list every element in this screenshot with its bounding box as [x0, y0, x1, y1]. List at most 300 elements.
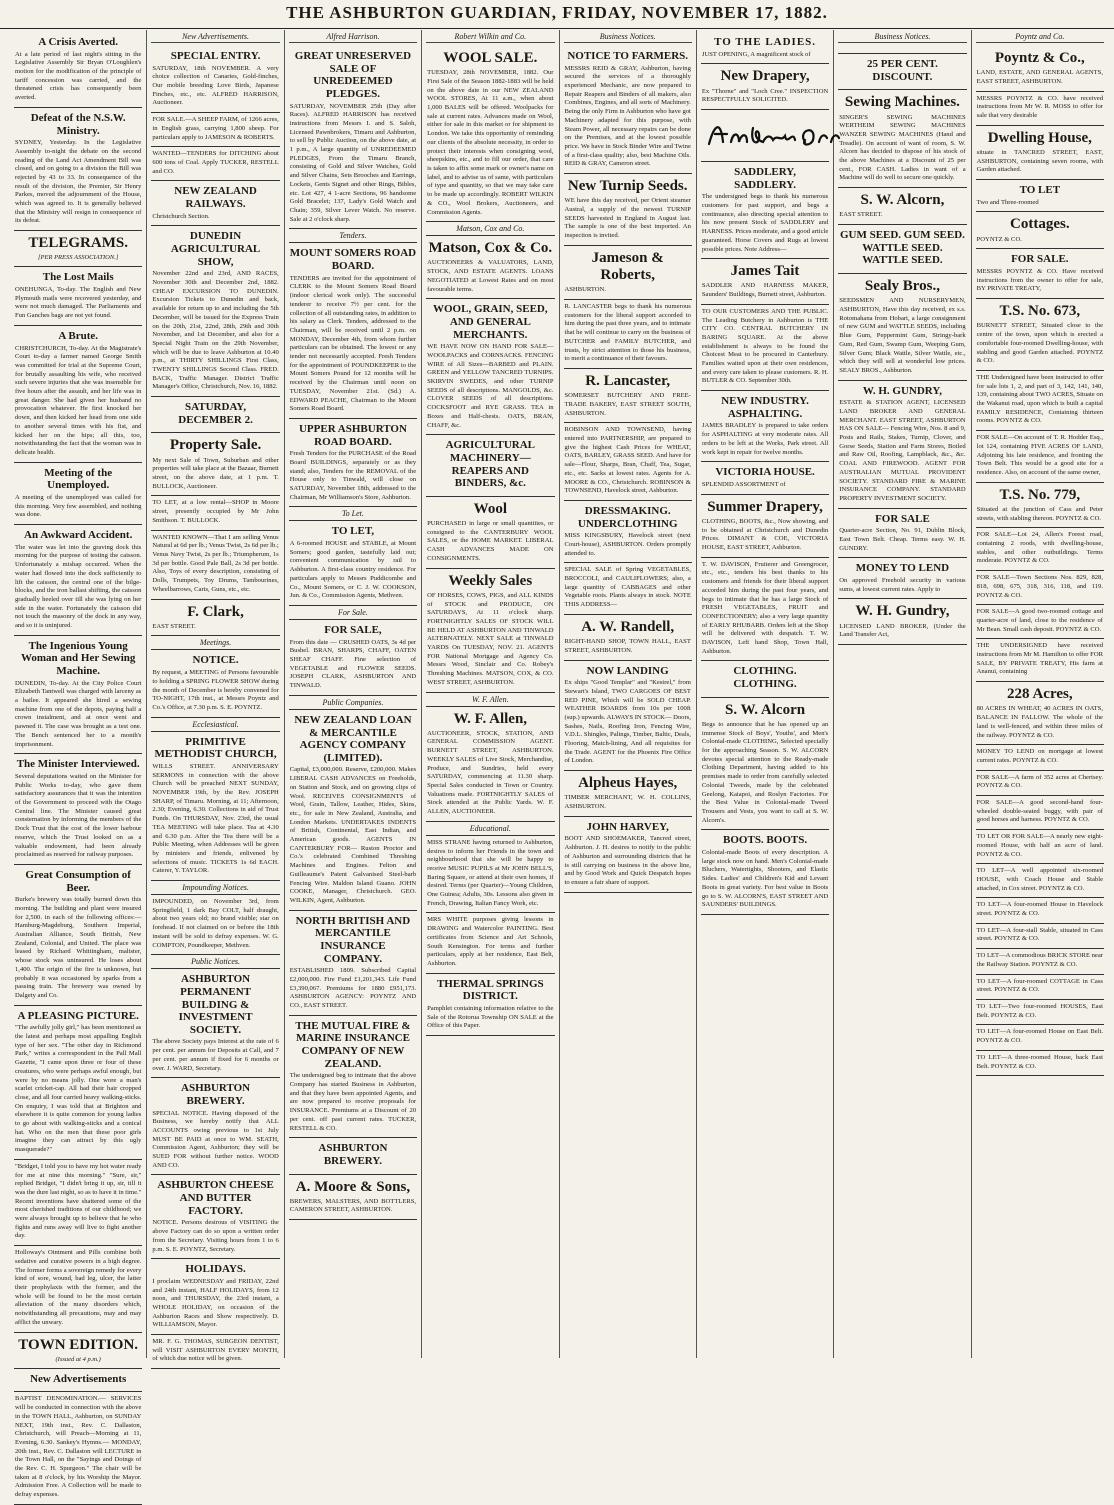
advertisement: [151, 147, 279, 181]
advertisement: [976, 605, 1104, 639]
ad-body: November 22nd and 23rd, AND RACES, November 30th and December 2nd, 1882. CHEAP EXCURSION TO DUNEDIN. Excursion Tickets to Dunedin and back, available for return up to and including the 5th December, will be issued for the Express Train on the 20th, 21st, 22nd, 28th, 29th and 30th November, and 1st December, and also for a Special Night Train on the 29th November, which will be due to leave Ashburton at 10.40 p.m., at THIRTY SHILLINGS First Class, TWENTY SHILLINGS Second Class. FRED. BACK, Traffic Manager. District Traffic Manager's Office, Christchurch, Nov. 16, 1882.: [152, 270, 279, 391]
ad-heading: DUNEDIN AGRICULTURAL SHOW,: [170, 230, 261, 268]
advertisement: [151, 650, 279, 717]
ad-body: The undersigned begs to thank his numerous customers for past support, and begs a continuance, also directing special attention to his now present Stock of SADDLERY and HARNESS. Prices moderate, and a good article guaranteed. Horse Covers and Rugs at lowest possible prices. Note Address—: [701, 193, 829, 253]
ad-heading: NEW INDUSTRY. ASPHALTING.: [721, 395, 809, 420]
advertisement: [14, 1006, 142, 1160]
ad-body: MISS KINGSBURY, Havelock street (next Court-house), ASHBURTON. Orders promptly attended to.: [564, 532, 691, 557]
advertisement: [976, 212, 1104, 249]
advertisement: [976, 571, 1104, 605]
section-heading: Educational.: [426, 822, 554, 836]
ad-body: TO LET—A four-roomed House on East Belt. POYNTZ & CO.: [976, 1028, 1103, 1045]
ad-body: JAMES BRADLEY is prepared to take orders for ASPHALTING at very moderate rates. All orders to be left at the Works, Park street. All work kept in repair for twelve months.: [701, 422, 829, 456]
ad-subheading: [PER PRESS ASSOCIATION.]: [38, 254, 119, 262]
ad-body: Ex "Thorne" and "Loch Cree." INSPECTION RESPECTFULLY SOLICITED.: [701, 87, 829, 104]
ad-body: BURNETT STREET, Situated close to the centre of the town, upon which is erected a comfortable four-roomed Dwelling-house, with stabling and good Garden attached. POYNTZ & CO.: [976, 322, 1103, 365]
advertisement: [14, 1160, 142, 1246]
advertisement: [976, 771, 1104, 796]
advertisement: [838, 54, 966, 90]
advertisement: [151, 46, 279, 113]
column-2: [147, 30, 284, 1363]
ad-heading: SPECIAL ENTRY.: [170, 50, 261, 62]
ad-heading: The Lost Mails: [42, 271, 114, 284]
advertisement: [151, 732, 279, 881]
ad-body: Burke's brewery was totally burned down this morning. The building and plant were insured for 2,500. in each of the following offices:—Hamburg-Magdeburg, Southern Imperial, Australian Alliance, South British, New Zealand, Colonial, and United. The place was leased by Richard Whittingham, maltster, whose stock was uninsured. He loses about 1,400. The origin of the fire is unknown, but probably it was occasioned by sparks from a passing train. The brewery was owned by Dalgety and Co.: [15, 896, 142, 999]
advertisement: [426, 913, 554, 973]
ad-body: "The awfully jolly girl," has been mentioned as the latest and perhaps most appalling English type of her sex. "The other day in Richmond Park," writes a correspondent in the Pall Mall Gazette, "I came upon three or four of these creatures, who were perhaps awful enough, but were by no means jolly. One wore a man's scarlet cricket-cap. All had their hair cropped close, and all four carried heavy walking-sticks. On enquiry, I was told that at Brighton and elsewhere it is quite common for young ladies to go about with walking-sticks and a conical hat. Who on the men that these poor girls imagine they can attract by this ugly masquerade?": [15, 1024, 142, 1154]
advertisement: [976, 830, 1104, 864]
ad-body: TO LET—A four-roomed COTTAGE in Cass street. POYNTZ & CO.: [976, 977, 1103, 994]
advertisement: [701, 558, 829, 662]
advertisement: [14, 326, 142, 463]
column-4: [422, 30, 559, 1358]
section-heading: Matson, Cox and Co.: [426, 222, 554, 236]
ad-body: TO LET—Two four-roomed HOUSES, East Belt. POYNTZ & CO.: [976, 1003, 1103, 1019]
ad-heading: T.S. No. 673,: [999, 303, 1081, 320]
advertisement: [564, 615, 692, 661]
ad-body: T. W. DAVISON, Fruiterer and Greengrocer, etc., etc., tenders his best thanks to his customers and friends for their liberal support accorded him during the past four years, and begs to intimate that he has a large Stock of FRESH VEGETABLES, FRUIT and CONFECTIONERY; also a very large quantity of EARLY RHUBARB. Orders left at the Shop will be delivered with despatch. T. W. DAVISON, Left hand Shop, Town Hall, Ashburton.: [701, 560, 829, 655]
ad-body: AUCTIONEERS & VALUATORS, LAND, STOCK, AND ESTATE AGENTS. LOANS NEGOTIATED at Lowest Rates and on most favourable terms.: [427, 259, 554, 293]
ad-body: TO LET—A commodious BRICK STORE near the Railway Station. POYNTZ & CO.: [976, 952, 1103, 968]
advertisement: [976, 126, 1104, 180]
ad-body: Colonial-made Boots of every description. A large stock now on hand. Men's Colonial-made Bluchers, Watertights, Shooters, and Elastic Sides. Ladies' and Children's Kid and Levant Boots in great variety. For best value in Boots go to S. W. ALCORN'S, EAST STREET AND SAUNDERS' BUILDINGS.: [701, 849, 829, 909]
ad-body: NOTICE. Persons desirous of VISITING the above Factory can do so upon a written order from the Secretary. Visiting hours from 1 to 6 p.m. S. E. POYNTZ, Secretary.: [152, 1219, 279, 1253]
ad-body: TO OUR CUSTOMERS AND THE PUBLIC. The Leading Butchery in Ashburton is THE CITY CO. CENTRAL BUTCHERY IN BARING SQUARE. At the above establishment is always to be found the Choicest Meat to be procured in Canterbury. Families waited upon at their own residences, and every care taken to please customers. R. H. BUTLER & CO. September 30th.: [701, 307, 829, 385]
ad-heading: Sealy Bros.,: [864, 278, 941, 295]
column-heading: Poyntz and Co.: [976, 32, 1104, 43]
advertisement: [976, 898, 1104, 923]
advertisement: [151, 181, 279, 226]
advertisement: [289, 1016, 417, 1138]
ad-body: SPECIAL SALE of Spring VEGETABLES, BROCCOLI, and CAULIFLOWERS; also, a large quantity of CABBAGES and other Vegetable roots. Plants always in stock. NOTE THIS ADDRESS—: [564, 566, 691, 609]
ad-heading: S. W. Alcorn: [725, 701, 806, 718]
ad-heading: AGRICULTURAL MACHINERY—REAPERS AND BINDERS, &c.: [445, 439, 536, 490]
advertisement: [976, 1051, 1104, 1076]
advertisement: [289, 620, 417, 696]
ad-heading: WOOL, GRAIN, SEED, AND GENERAL MERCHANTS.: [433, 303, 548, 341]
ad-heading: NEW ZEALAND RAILWAYS.: [174, 185, 257, 211]
ad-body: LAND, ESTATE, AND GENERAL AGENTS, EAST STREET, ASHBURTON.: [976, 69, 1103, 85]
ad-body: POYNTZ & CO.: [976, 235, 1022, 243]
column-3: [285, 30, 422, 1358]
ad-heading: DRESSMAKING. UNDERCLOTHING: [577, 504, 678, 530]
ad-heading: New Turnip Seeds.: [567, 178, 688, 195]
ad-body: MRS WHITE purposes giving lessons in DRAWING and Watercolor PAINTING. Best certificates from Science and Art Schools, South Kensington. For terms and further particulars, apply at her residence, East Belt, Ashburton.: [427, 916, 554, 967]
ad-body: DUNEDIN, To-day. At the City Police Court Elizabeth Tantwell was charged with larceny as a bailee. It appeared she hired a sewing machine from one of the depots, paying half a crown instalment, and at once went and pawned it. The case was brought as a test one. The Bench sentenced her to a month's imprisonment.: [15, 679, 142, 748]
ad-body: MESSRS POYNTZ & CO. Have received instructions from the owner to offer for sale, BY PRIVATE TREATY,: [976, 268, 1103, 293]
column-heading: New Advertisements.: [151, 32, 279, 43]
advertisement: [14, 525, 142, 636]
advertisement: [14, 636, 142, 755]
advertisement: [701, 698, 829, 831]
ad-body: The above Society pays Interest at the rate of 6 per cent. per annum for Deposits at Call, and 7 per cent. per annum if fixed for 6 months or over. J. WARD, Secretary.: [152, 1038, 279, 1072]
ad-body: Capital, £3,000,000. Reserve, £200,000. Makes LIBERAL CASH ADVANCES on Freeholds, on Station and Stock, and on growing clips of Wool. RECEIVES CONSIGNMENTS of Wool, Grain, Tallow, Leather, Hides, Skins, etc., for sale in New Zealand, Australia, and London Markets. UNDERTAKES INDENTS of British, Continental, East Indian, and American goods. AGENTS IN CANTERBURY FOR— Ruston Proctor and Co.'s celebrated Combined Threshing Machines and Engines. Felton and Guilleaume's Patent Galvanised Steel-barb Fencing Wire. Maldon Island Guano. JOHN COOKE, Manager, Christchurch. GEO. WILKIN, Agent, Ashburton.: [289, 766, 417, 904]
advertisement: [14, 1392, 142, 1504]
ad-body: The undersigned beg to intimate that the above Company has started Business in Ashburton, and that they have been appointed Agents, and are now prepared to receive proposals for INSURANCE. Premiums at a Discount of 20 per cent. off past current rates. TUCKER, RESTELL & CO.: [289, 1072, 417, 1132]
advertisement: [976, 1025, 1104, 1050]
advertisement: [976, 949, 1104, 974]
ad-body: BOOT AND SHOEMAKER, Tancred street, Ashburton. J. H. desires to notify to the public of Ashburton and surrounding districts that he is still carrying on business in the above line, and by Good Work and Quick Despatch hopes to ensure a fair share of support.: [564, 835, 691, 886]
advertisement: [838, 381, 966, 509]
page-columns: [10, 30, 1108, 1499]
advertisement: [838, 225, 966, 274]
ad-heading: ASHBURTON PERMANENT BUILDING & INVESTMENT SOCIETY.: [178, 973, 253, 1036]
section-heading: Tenders.: [289, 229, 417, 243]
ad-heading: Matson, Cox & Co.: [428, 240, 553, 257]
advertisement: [701, 162, 829, 259]
ad-heading: Poyntz & Co.,: [994, 50, 1085, 66]
column-heading: Alfred Harrison.: [289, 32, 417, 43]
advertisement: [976, 975, 1104, 1000]
ad-heading: R. Lancaster,: [585, 372, 671, 389]
advertisement: [289, 911, 417, 1016]
ad-body: CLOTHING, BOOTS, &c., Now showing, and to be obtained at Christchurch and Dunedin Prices. DIMANT & COE, VICTORIA HOUSE, EAST STREET, Ashburton.: [701, 517, 829, 551]
section-heading: Public Companies.: [289, 696, 417, 710]
advertisement: [151, 1259, 279, 1335]
advertisement: [564, 46, 692, 174]
advertisement: [151, 895, 279, 955]
advertisement: [14, 267, 142, 325]
advertisement: [289, 46, 417, 229]
column-5: [560, 30, 697, 1358]
advertisement: [289, 1138, 417, 1174]
ad-body: SATURDAY, 18th NOVEMBER. A very choice collection of Canaries, Gold-finches, Our mobile breeding Love Birds, Japanese Finches, etc., etc. ALFRED HARRISON, Auctioneer.: [152, 64, 279, 107]
ad-heading: Wool: [473, 500, 507, 517]
advertisement: [701, 462, 829, 494]
ad-body: SINGER'S SEWING MACHINES WERTHEIM SEWING MACHINES WANZER SEWING MACHINES (Hand and Treadle). On account of want of room, S. W. Alcorn has decided to dispose of his stock of the above Machines at a Discount of 25 per cent., FOR CASH. Ladies in want of a Machine will do well to secure one quickly.: [839, 113, 966, 182]
advertisement: [426, 497, 554, 569]
ad-body: WILLS STREET. ANNIVERSARY SERMONS in connection with the above Church will be preached NEXT SUNDAY, NOVEMBER 19th, by the Rev. JOSEPH SHARP, of Timaru. Morning, at 11; Afternoon, 2.30; Evening, 6.30. Collections in aid of Trust Funds. On THURSDAY, Nov. 23rd, the usual TEA MEETING will take place. Tea at 4.30 and 6.30 p.m. After the Tea there will be a Public Meeting, when Addresses will be given by ministers and friends, enlivened by selections of music. TICKETS 1s 6d EACH. Caterer, Y. TAYLOR.: [152, 762, 279, 875]
advertisement: [151, 1078, 279, 1175]
advertisement: [838, 188, 966, 225]
ad-body: MESSRS REID & GRAY, Ashburton, having secured the services of a thoroughly experienced Mechanic, are now prepared to Repair Reapers and Binders of all makers, also Combines, Engines, and all sorts of Machinery. Being the only Firm in Ashburton who have got Machinery adapted for this purpose, with Steam Power, all necessary repairs can be done on the Premises, and at the lowest possible price. We have in Stock Binder Wire and Twine of a first-class quality; also, best Machine Oils. REID & GRAY, Cameron street.: [564, 64, 691, 168]
ad-body: "Bridget, I told you to have my hot water ready for me at nine this morning." "Sure, sir," replied Bridget, "I didn't bring it up, sir, till it was the dure last night, so as to have it in time." Recent inventions have shattered some of the most cherished traditions of our childhood; we were always brought up to believe that he who fights and runs away will live to fight another day.: [15, 1162, 142, 1240]
advertisement: [151, 1335, 279, 1369]
advertisement: [426, 435, 554, 497]
ad-heading: Defeat of the N.S.W. Ministry.: [30, 111, 126, 137]
ad-body: Holloway's Ointment and Pills combine both sedative and curative powers in a high degree. The former forms a sovereign remedy for every kind of sore, wound, bad leg, ulcer, the latter their prophylaxis with the former, and the whole will be found to be the most certain alleviation of the many disorders which, notwithstanding all precautions, may and may afflict the unwary.: [15, 1249, 142, 1326]
column-8: [972, 30, 1108, 1358]
ad-heading: Sewing Machines.: [844, 94, 960, 111]
ad-body: A 6-roomed HOUSE and STABLE, at Mount Somers; good garden, tastefully laid out; convenient communication by rail to Ashburton. A first-class country residence. For particulars apply to Messrs Puddicombe and Co., Mount Somers, or C. J. W. COOKSON, Jun. & Co., Commission Agents, Methven.: [289, 540, 417, 600]
ad-body: WANTED KNOWN—That I am selling Venus Natural at 6d per lb.; Venus Twist, 2s 6d per lb.; Venus Navy Twist, 2s per lb.; Triumpherum, 1s 3d per bottle. Good Pale Ball, 2s 3d per bottle. Also, Toys of every description, consisting of Dolls, Trumpets, Toy Drums, Tambourines, Wheelbarrows, Carts, Guns, etc., etc.: [152, 533, 279, 593]
advertisement: [14, 754, 142, 865]
advertisement: [701, 495, 829, 558]
advertisement: [838, 46, 966, 54]
ad-body: FOR SALE—Lot 24, Allen's Forest road, containing 2 roods, with dwelling-house, stables, and other outbuildings. Terms moderate. POYNTZ & CO.: [976, 531, 1103, 565]
ad-body: Quarter-acre Section, No. 91, Dublin Block, East Town Belt. Cheap. Terms easy. W. H. GUNDRY.: [839, 527, 966, 552]
ad-body: IMPOUNDED, on November 3rd, from Springfield, 1 dark Bay COLT, half draught, about two years old; no brand visible; star on forehead. If not claimed on or before the 18th instant will be sold to defray expenses. W. G. COMPTON, Poundkeeper, Methven.: [152, 898, 279, 949]
ad-body: TO LET—A well appointed six-roomed HOUSE, with Coach House and Stable attached, in Cox street. POYNTZ & CO.: [976, 867, 1103, 892]
column-7: [834, 30, 971, 1358]
ad-body: Situated at the junction of Cass and Peter streets, with stabling thereon. POYNTZ & CO.: [976, 505, 1103, 522]
ad-body: BAPTIST DENOMINATION.— SERVICES will be conducted in connection with the above in the TOWN HALL, Ashburton, on SUNDAY NEXT, 19th inst., Rev. C. Dallaston, Christchurch, will Preach—Morning at 11, Evening, 6.30. Sankey's Hymns.— MONDAY, 20th inst., Rev. C. Dallaston will LECTURE in the Town Hall, on the "Sayings and Doings of the Rev. C. H. Spurgeon." The chair will be taken at 8 o'clock, by his Worship the Mayor. Admission Free. A Collection will be made to defray expenses.: [15, 1395, 142, 1499]
ad-heading: Weekly Sales: [448, 572, 533, 589]
ad-heading: TO THE LADIES.: [714, 36, 817, 48]
ad-body: On approved Freehold security in various sums, at lowest current rates. Apply to: [839, 577, 966, 593]
newspaper-title: THE ASHBURTON GUARDIAN, FRIDAY, NOVEMBER 17, 1882.: [286, 3, 828, 22]
advertisement: [701, 305, 829, 391]
ad-heading: TELEGRAMS.: [28, 235, 128, 252]
ad-body: EAST STREET.: [152, 622, 196, 630]
ad-body: FOR SALE—A good two-roomed cottage and quarter-acre of land, close to the residence of Mr Bean. Small cash deposit. POYNTZ & CO.: [976, 608, 1103, 633]
ad-body: TIMBER MERCHANT, W. H. COLLINS, ASHBURTON.: [564, 794, 691, 811]
ad-body: TO LET, at a low rental—SHOP in Moore street, presently occupied by Mr John Smithson. T. BULLOCK.: [152, 499, 279, 524]
column-heading: Business Notices.: [564, 32, 692, 43]
ad-heading: NOTICE.: [192, 654, 239, 667]
advertisement: [426, 974, 554, 1036]
signature-block: [701, 110, 829, 162]
advertisement: [14, 1246, 142, 1332]
advertisement: [151, 1175, 279, 1259]
advertisement: [976, 180, 1104, 212]
ad-body: situate in TANCRED STREET, EAST, ASHBURTON, containing seven rooms, with Garden attached.: [976, 149, 1103, 174]
ad-heading: Property Sale.: [169, 437, 262, 454]
section-heading: To Let.: [289, 507, 417, 521]
advertisement: [14, 1369, 142, 1393]
ad-heading: A Brute.: [58, 329, 99, 342]
ad-body: SADDLER AND HARNESS MAKER, Saunders' Buildings, Burnett street, Ashburton.: [701, 282, 829, 299]
section-heading: Impounding Notices.: [151, 881, 279, 895]
ad-heading: James Tait: [730, 263, 800, 280]
ad-heading: THE MUTUAL FIRE & MARINE INSURANCE COMPANY OF NEW ZEALAND.: [295, 1019, 411, 1070]
ad-heading: PRIMITIVE METHODIST CHURCH,: [154, 735, 277, 761]
ad-body: MONEY TO LEND on mortgage at lowest current rates. POYNTZ & CO.: [976, 748, 1103, 764]
ad-heading: Jameson & Roberts,: [591, 249, 664, 284]
ad-heading: GREAT UNRESERVED SALE OF UNREDEEMED PLEDGES.: [294, 50, 412, 100]
ad-body: MISS STRANE having returned to Ashburton, desires to inform her Friends in the town and neighbourhood that she will be happy to receive MUSIC PUPILS at Mr JOHN BELL'S, Baring Square, or attend at their own homes, if desired. Terms (per Quarter)—Young Children, One Guinea; Adults, 30s. Lessons also given in French, Drawing, Italian Fancy Work, etc.: [427, 838, 554, 907]
ad-heading: Alpheus Hayes,: [578, 775, 678, 792]
ad-heading: W. H. GUNDRY,: [862, 384, 943, 397]
ad-body: FOR SALE.—A SHEEP FARM, of 1266 acres, in English grass, carrying 1,800 sheep. For particulars apply to JAMESON & ROBERTS.: [152, 116, 279, 141]
ad-body: FOR SALE—A good second-hand four-wheeled double-seated buggy, with pair of good horses and harness. POYNTZ & CO.: [976, 799, 1103, 824]
ad-body: SATURDAY, NOVEMBER 25th (Day after Races). ALFRED HARRISON has received instructions from Messrs I. and S. Saloh, Licensed Pawnbrokers, Timaru and Ashburton, to sell by Public Auction, on the above date, at 1 p.m., A large quantity of UNREDEEMED PLEDGES, From the Timaru Branch, consisting of Gold and Silver Watches, Gold and Silver Chains, Sets Brooches and Earrings, Lockets, Gents Signet and other Rings, Bibles, etc. Lot 427, 4 1-acre Sections, 96 handsome Gold Bracelet; 137, Lady's Gold Watch and Chain; 359, Silver Lever Watch. No reserve. Sale at 2 o'clock sharp.: [289, 102, 417, 223]
ad-body: My next Sale of Town, Suburban and other properties will take place at the Bazaar, Burnett street, on the above date, at 1 p.m. T. BULLOCK, Auctioneer.: [152, 456, 279, 490]
advertisement: [151, 531, 279, 600]
advertisement: [151, 496, 279, 530]
advertisement: [701, 64, 829, 110]
advertisement: [564, 563, 692, 615]
ad-body: TO LET—A four-stall Stable, situated in Cass street. POYNTZ & CO.: [976, 926, 1103, 943]
ad-heading: S. W. Alcorn,: [860, 192, 945, 209]
section-heading: Meetings.: [151, 636, 279, 650]
advertisement: [564, 369, 692, 423]
ad-heading: BOOTS. BOOTS.: [723, 834, 808, 847]
ad-body: Pamphlet containing information relative to the Sale of the Rotorua Township ON SALE at the Office of this Paper.: [427, 1004, 554, 1030]
ad-body: I proclaim WEDNESDAY and FRIDAY, 22nd and 24th instant, HALF HOLIDAYS, from 12 noon, and THURSDAY, the 23rd instant, a WHOLE HOLIDAY, on occasion of the Ashburton Races and Show respectively. D. WILLIAMSON, Mayor.: [152, 1277, 279, 1329]
advertisement: [976, 745, 1104, 770]
ad-heading: Great Consumption of Beer.: [25, 868, 131, 894]
advertisement: [838, 558, 966, 599]
advertisement: [701, 259, 829, 305]
ad-heading: MONEY TO LEND: [855, 562, 950, 575]
advertisement: [426, 46, 554, 222]
advertisement: [564, 771, 692, 817]
advertisement: [14, 231, 142, 267]
ad-body: R. LANCASTER begs to thank his numerous customers for the liberal support accorded to him during the past three years, and to intimate that he will continue to carry on the business of BUTCHER and FAMILY BUTCHER, and trusts, by strict attention to those his business, to merit a continuance of their favours.: [564, 303, 691, 363]
advertisement: [564, 817, 692, 893]
advertisement: [976, 431, 1104, 483]
column-1: [10, 30, 147, 1499]
advertisement: [151, 969, 279, 1078]
ad-heading: The Ingenious Young Woman and Her Sewing Machine.: [20, 639, 136, 677]
ad-heading: VICTORIA HOUSE.: [715, 466, 815, 479]
ad-body: SEEDSMEN AND NURSERYMEN, ASHBURTON, Have this day received, ex s.s. Rotomahana from Hobart, a large consignment of new GUM and WATTLE SEEDS, including Blue Gum, Peppermint Gum, Stringy-bark Gum, Red Gum, Swamp Gum, Weeping Gum, Silver Gum; Black Wattle, Silver Wattle, etc., which they will sell at wonderful low prices. SEALY BROS., Ashburton.: [839, 297, 966, 374]
ad-heading: GUM SEED. GUM SEED. WATTLE SEED. WATTLE SEED.: [839, 229, 965, 267]
section-heading: Public Notices.: [151, 955, 279, 969]
ad-heading: Cottages.: [1010, 216, 1070, 233]
advertisement: [289, 710, 417, 911]
advertisement: [426, 236, 554, 299]
advertisement: [426, 569, 554, 693]
advertisement: [976, 924, 1104, 949]
advertisement: [976, 371, 1104, 431]
ad-body: A meeting of the unemployed was called for this morning. Very few assembled, and nothing was done.: [15, 493, 142, 519]
ad-body: CHRISTCHURCH, To-day. At the Magistrate's Court to-day a farmer named George Smith was committed for trial at the Supreme Court, for brutally assaulting his wife, who received such severe injuries that she was insensible for five hours after the assault, and her life was in great danger. She had given her husband no provocation whatever. He first knocked her down, and then kicked her head from one side to another several times with his fist, and kicked her on the hips; all this, too, notwithstanding the fact that the woman was in delicate health.: [15, 344, 142, 456]
advertisement: [976, 249, 1104, 299]
ad-body: MR. F. G. THOMAS, SURGEON DENTIST, will VISIT ASHBURTON EVERY MONTH, of which due notice will be given.: [152, 1338, 279, 1363]
advertisement: [564, 174, 692, 246]
advertisement: [976, 796, 1104, 830]
ad-body: The water was let into the graving dock this morning for the purpose of testing the caisson. Unfortunately a mishap occurred. When the water had flowed into the dock sufficiently to lift the caisson, the central one of the bilge-blocks, and the iron ballast shifting, the caisson gradually heeled over till she was lying on her side in the water. Fortunately the caisson did not touch the masonry of the dock in any way, and so it is uninjured.: [15, 543, 142, 630]
advertisement: [976, 528, 1104, 571]
ad-heading: WOOL SALE.: [443, 50, 538, 66]
masthead: [0, 0, 1114, 29]
ad-body: WE have this day received, per Orient steamer Austral, a supply of the newest TURNIP SEEDS harvested in England in August last. The sample is one of the best imported. An inspection is invited.: [564, 197, 691, 240]
ad-heading: ASHBURTON CHEESE AND BUTTER FACTORY.: [157, 1179, 274, 1217]
ad-body: ROBINSON AND TOWNSEND, having entered into PARTNERSHIP, are prepared to give the highest Cash Prices for WHEAT, OATS, BARLEY, GRASS SEED. And have for sale—Flour, Sharps, Bran, Chaff, Tea, Sugar, etc., etc. Sacks at lowest rates. Agents for A. MOORE & CO., Christchurch. ROBINSON & TOWNSEND, Havelock street, Ashburton.: [564, 426, 691, 495]
ad-heading: TO LET,: [331, 525, 375, 538]
ad-heading: SADDLERY, SADDLERY.: [734, 166, 796, 191]
advertisement: [289, 1175, 417, 1221]
ad-body: ONEHUNGA, To-day. The English and New Plymouth mails were recovered yesterday, and were not much damaged. The Parliaments and Fun Ganches bags are not yet found.: [15, 286, 142, 320]
ad-body: SPLENDID ASSORTMENT of: [701, 480, 786, 488]
ad-body: JUST OPENING, A magnificent stock of: [701, 50, 811, 58]
ad-body: EAST STREET.: [839, 211, 883, 219]
ad-heading: NEW ZEALAND LOAN & MERCANTILE AGENCY COMPANY (LIMITED).: [294, 713, 412, 764]
advertisement: [838, 274, 966, 381]
advertisement: [976, 1000, 1104, 1025]
ad-body: TO LET—A four-roomed House in Havelock street. POYNTZ & CO.: [976, 901, 1103, 918]
ad-body: BREWERS, MALSTERS, AND BOTTLERS, CAMERON STREET, ASHBURTON.: [289, 1197, 417, 1214]
ad-heading: NORTH BRITISH AND MERCANTILE INSURANCE COMPANY.: [295, 914, 411, 965]
section-heading: For Sale.: [289, 606, 417, 620]
ad-body: ASHBURTON.: [564, 286, 606, 294]
ad-heading: TOWN EDITION.: [18, 1336, 139, 1353]
section-heading: Ecclesiastical.: [151, 718, 279, 732]
ad-body: FOR SALE—On account of T. R. Hodder Esq., lot 124, containing FIVE ACRES OF LAND, Adjoining his late residence, and fronting the Town Belt. This would be a good site for a residence. Also, on account of the same owner,: [976, 434, 1103, 476]
ad-body: Several deputations waited on the Minister for Public Works to-day, who gave them satisfactory assurances that it was the intention of the Government to proceed with the Otago Central line. The Minister caused great consternation by informing the members of the Dock Trust that the cost of the lower harbour reserve, which the Trust looked on as a valuable endowment, had been already proclaimed as reserved for railway purposes.: [15, 772, 142, 859]
ad-body: TO LET OR FOR SALE—A nearly new eight-roomed House, with half an acre of land. POYNTZ & CO.: [976, 833, 1103, 858]
advertisement: [701, 661, 829, 697]
advertisement: [151, 226, 279, 397]
ad-body: 80 ACRES IN WHEAT, 40 ACRES IN OATS, BALANCE IN FALLOW. The whole of the land is well-fenced, and within three miles of the railway. POYNTZ & CO.: [976, 705, 1103, 739]
ad-heading: An Awkward Accident.: [24, 529, 133, 542]
advertisement: [151, 600, 279, 637]
advertisement: [426, 836, 554, 914]
ad-body: MESSRS POYNTZ & CO. have received instructions from Mr W. R. MOSS to offer for sale that very desirable: [976, 94, 1103, 120]
ad-heading: THERMAL SPRINGS DISTRICT.: [436, 977, 544, 1003]
advertisement: [151, 113, 279, 147]
ad-heading: SATURDAY, DECEMBER 2.: [178, 401, 253, 426]
ad-body: PURCHASED in large or small quantities, or consigned to the CANTERBURY WOOL SALES, or the HOME MARKET. LIBERAL CASH ADVANCES MADE ON CONSIGNMENTS.: [427, 520, 554, 562]
ad-heading: MOUNT SOMERS ROAD BOARD.: [289, 247, 417, 273]
column-heading: Business Notices.: [838, 32, 966, 43]
advertisement: [151, 397, 279, 433]
ad-heading: HOLIDAYS.: [185, 1263, 246, 1276]
ad-body: THE UNDERSIGNED have received instructions from Mr M. Hamilton to offer FOR SALE, BY PRIVATE TREATY, His farm at Ananui, containing: [976, 642, 1103, 676]
advertisement: [151, 433, 279, 496]
ad-body: FOR SALE—A farm of 352 acres at Chertsey. POYNTZ & CO.: [976, 773, 1103, 790]
ad-heading: CLOTHING. CLOTHING.: [733, 665, 797, 691]
advertisement: [564, 423, 692, 501]
ad-body: SPECIAL NOTICE. Having disposed of the Business, we hereby notify that ALL ACCOUNTS owing previous to 1st July MUST BE PAID at once to WM. SEATH, Commission Agent, Ashburton; they will be SUED FOR without further notice. WOOD AND CO.: [152, 1109, 279, 1169]
ad-body: From this date — CRUSHED OATS, 3s 4d per Bushel. BRAN, SHARPS, CHAFF, OATEN SHEAF CHAFF. Fine selection of VEGETABLE and FLOWER SEEDS. JOSEPH CLARK, ASHBURTON AND TINWALD.: [289, 638, 417, 690]
column-6: [697, 30, 834, 1358]
ad-body: SOMERSET BUTCHERY AND FREE-TRADE BAKERY, EAST STREET SOUTH, ASHBURTON.: [564, 392, 691, 417]
ad-body: Christchurch Section.: [152, 212, 210, 220]
ad-heading: FOR SALE: [875, 512, 930, 525]
advertisement: [14, 463, 142, 525]
advertisement: [14, 108, 142, 231]
ad-body: ESTATE & STATION AGENT, LICENSED LAND BROKER AND GENERAL MERCHANT. EAST STREET, ASHBURTON HAS ON SALE— Fencing Wire, Nos. 8 and 9, Posts and Rails, Stakes, Turnip, Clover, and Gorse Seeds, Station and Farm Stores, Boiled and Raw Oil, Roofing, Lampblack, &c., &c. COAL AND FIREWOOD. AGENT FOR AUSTRALIAN MUTUAL PROVIDENT SOCIETY. STANDARD FIRE & MARINE INSURANCE COMPANY. STANDARD PROPERTY INVESTMENT SOCIETY.: [839, 399, 966, 502]
advertisement: [976, 46, 1104, 92]
ad-heading: A Crisis Averted.: [38, 36, 118, 48]
ad-heading: ASHBURTON BREWERY.: [181, 1082, 251, 1107]
ad-heading: New Drapery,: [720, 68, 810, 85]
signature-image: [701, 116, 851, 152]
advertisement: [564, 300, 692, 369]
ad-heading: NOTICE TO FARMERS.: [567, 50, 689, 62]
advertisement: [976, 299, 1104, 371]
ad-body: Ex ships "Good Templar" and "Kestrel," from Stewart's Island, TWO CARGOES OF BEST RED PINE, Which will be SOLD CHEAP. WEATHER BOARDS from 10s per 100ft (sup.) upwards. ALWAYS IN STOCK— Doors, Sashes, Nails, Roofing Iron, Fencing Wire, V.D.L. Shingles, Palings, Timber, Baltic, Deals, Flooring, Match-lining, And all requisites for the Trade. AGENT for the Phoenix Fire Office of London.: [564, 679, 691, 765]
ad-heading: Summer Drapery,: [707, 498, 823, 515]
ad-heading: 228 Acres,: [1007, 686, 1073, 703]
ad-subheading: (Issued at 4 p.m.): [55, 1355, 101, 1363]
ad-body: Fresh Tenders for the PURCHASE of the Road Board BUILDINGS, separately or as they stand; also, Tenders for the REMOVAL of the House only to Tinwald, will close on SATURDAY, November 18th, addressed to the Chairman, Mr Williamson's Store, Ashburton.: [289, 450, 417, 501]
advertisement: [14, 865, 142, 1006]
section-heading: W. F. Allen.: [426, 693, 554, 707]
ad-heading: TO LET: [1019, 184, 1061, 197]
ad-heading: Meeting of the Unemployed.: [44, 466, 113, 492]
advertisement: [976, 483, 1104, 529]
ad-body: WE HAVE NOW ON HAND FOR SALE— WOOLPACKS and CORNSACKS. FENCING WIRE of All Sizes—BARBED and PLAIN. GREEN and YELLOW TANCRED TURNIPS. SKIRVIN SWEDES, and other TURNIP SEEDS of all descriptions. MANGOLDS, &c. CLOVER SEEDS of all descriptions. COCKSFOOT and RYE GRASS. TEA in Boxes and Half-chests. OATS, BRAN, CHAFF, &c.: [427, 343, 554, 429]
advertisement: [838, 599, 966, 645]
ad-body: FOR SALE—Town Sections Nos. 829, 828, 818, 698, 675, 318, 316, 118, and 119. POYNTZ & CO.: [976, 574, 1103, 599]
advertisement: [14, 32, 142, 108]
advertisement: [426, 299, 554, 435]
ad-heading: JOHN HARVEY,: [586, 820, 669, 833]
advertisement: [289, 419, 417, 508]
ad-body: WANTED—TENDERS for DITCHING about 600 tons of Coal. Apply TUCKER, RESTELL and CO.: [152, 150, 279, 175]
advertisement: [976, 92, 1104, 126]
advertisement: [838, 90, 966, 188]
ad-heading: W. F. Allen,: [453, 710, 528, 727]
advertisement: [564, 501, 692, 563]
ad-body: LICENSED LAND BROKER, (Under the Land Transfer Act,: [839, 622, 966, 639]
ad-body: TUESDAY, 28th NOVEMBER, 1882. Our First Sale of the Season 1882-1883 will be held on the above date in our NEW ZEALAND WOOL STORES, At 11 a.m., when about 1,000 BALES will be offered. Woolpacks for sale at current rates. Advances made on Wool, either for sale in this market or for shipment to London. We take this opportunity of reminding our clients of the absolute necessity, in order to protect their interests when consigning wool, sheepskins, etc., and to fill our order, that care is taken to affix some mark or owner's name on label, and to advise us of same, with particulars of type and quantity, so that we may take care to be made up accordingly. ROBERT WILKIN & CO., Wool Brokers, Auctioneers, and Commission Agents.: [427, 69, 554, 216]
advertisement: [976, 864, 1104, 898]
ad-heading: T.S. No. 779,: [999, 486, 1081, 503]
ad-heading: W. H. Gundry,: [855, 603, 950, 620]
advertisement: [838, 509, 966, 559]
ad-body: AUCTIONEER, STOCK, STATION, AND GENERAL COMMISSION AGENT. BURNETT STREET, ASHBURTON. WEEKLY SALES of Live Stock, Merchandise, Produce, and Sundries, held every SATURDAY, commencing at 11.30 sharp. Special Sales conducted in Town or Country. Valuations made. FORTNIGHTLY SALES of Stock attended at the Public Yards. W. F. ALLEN, AUCTIONEER.: [427, 729, 554, 816]
column-heading: Robert Wilkin and Co.: [426, 32, 554, 43]
ad-heading: A PLEASING PICTURE.: [17, 1009, 139, 1022]
ad-body: TENDERS are invited for the appointment of CLERK to the Mount Somers Road Board (indoor clerical work only). The successful tenderer to receive 7½ per cent. for the collection of all outstanding rates, in addition to his salary as Clerk. Tenders, addressed to the Chairman, will be received until 2 p.m. on MONDAY, December 4th, from whom further particulars can be obtained. The lowest or any tender not necessarily accepted. Fresh Tenders for the appointment of POUNDKEEPER to the Mount Somers Pound for 12 months will be received by the Chairman until noon on TUESDAY, November 21st. (Sd.) A. EDWARD PEACHE, Chairman to the Mount Somers Road Board.: [289, 274, 417, 413]
ad-body: THE Undersigned have been instructed to offer for sale lots 1, 2, and part of 3, 142, 141, 140, 139, containing about TWO ACRES, Situate on the Wakanui road, upon which is built a capital FAMILY RESIDENCE, Containing thirteen rooms. POYNTZ & CO.: [976, 373, 1103, 425]
advertisement: [564, 246, 692, 300]
